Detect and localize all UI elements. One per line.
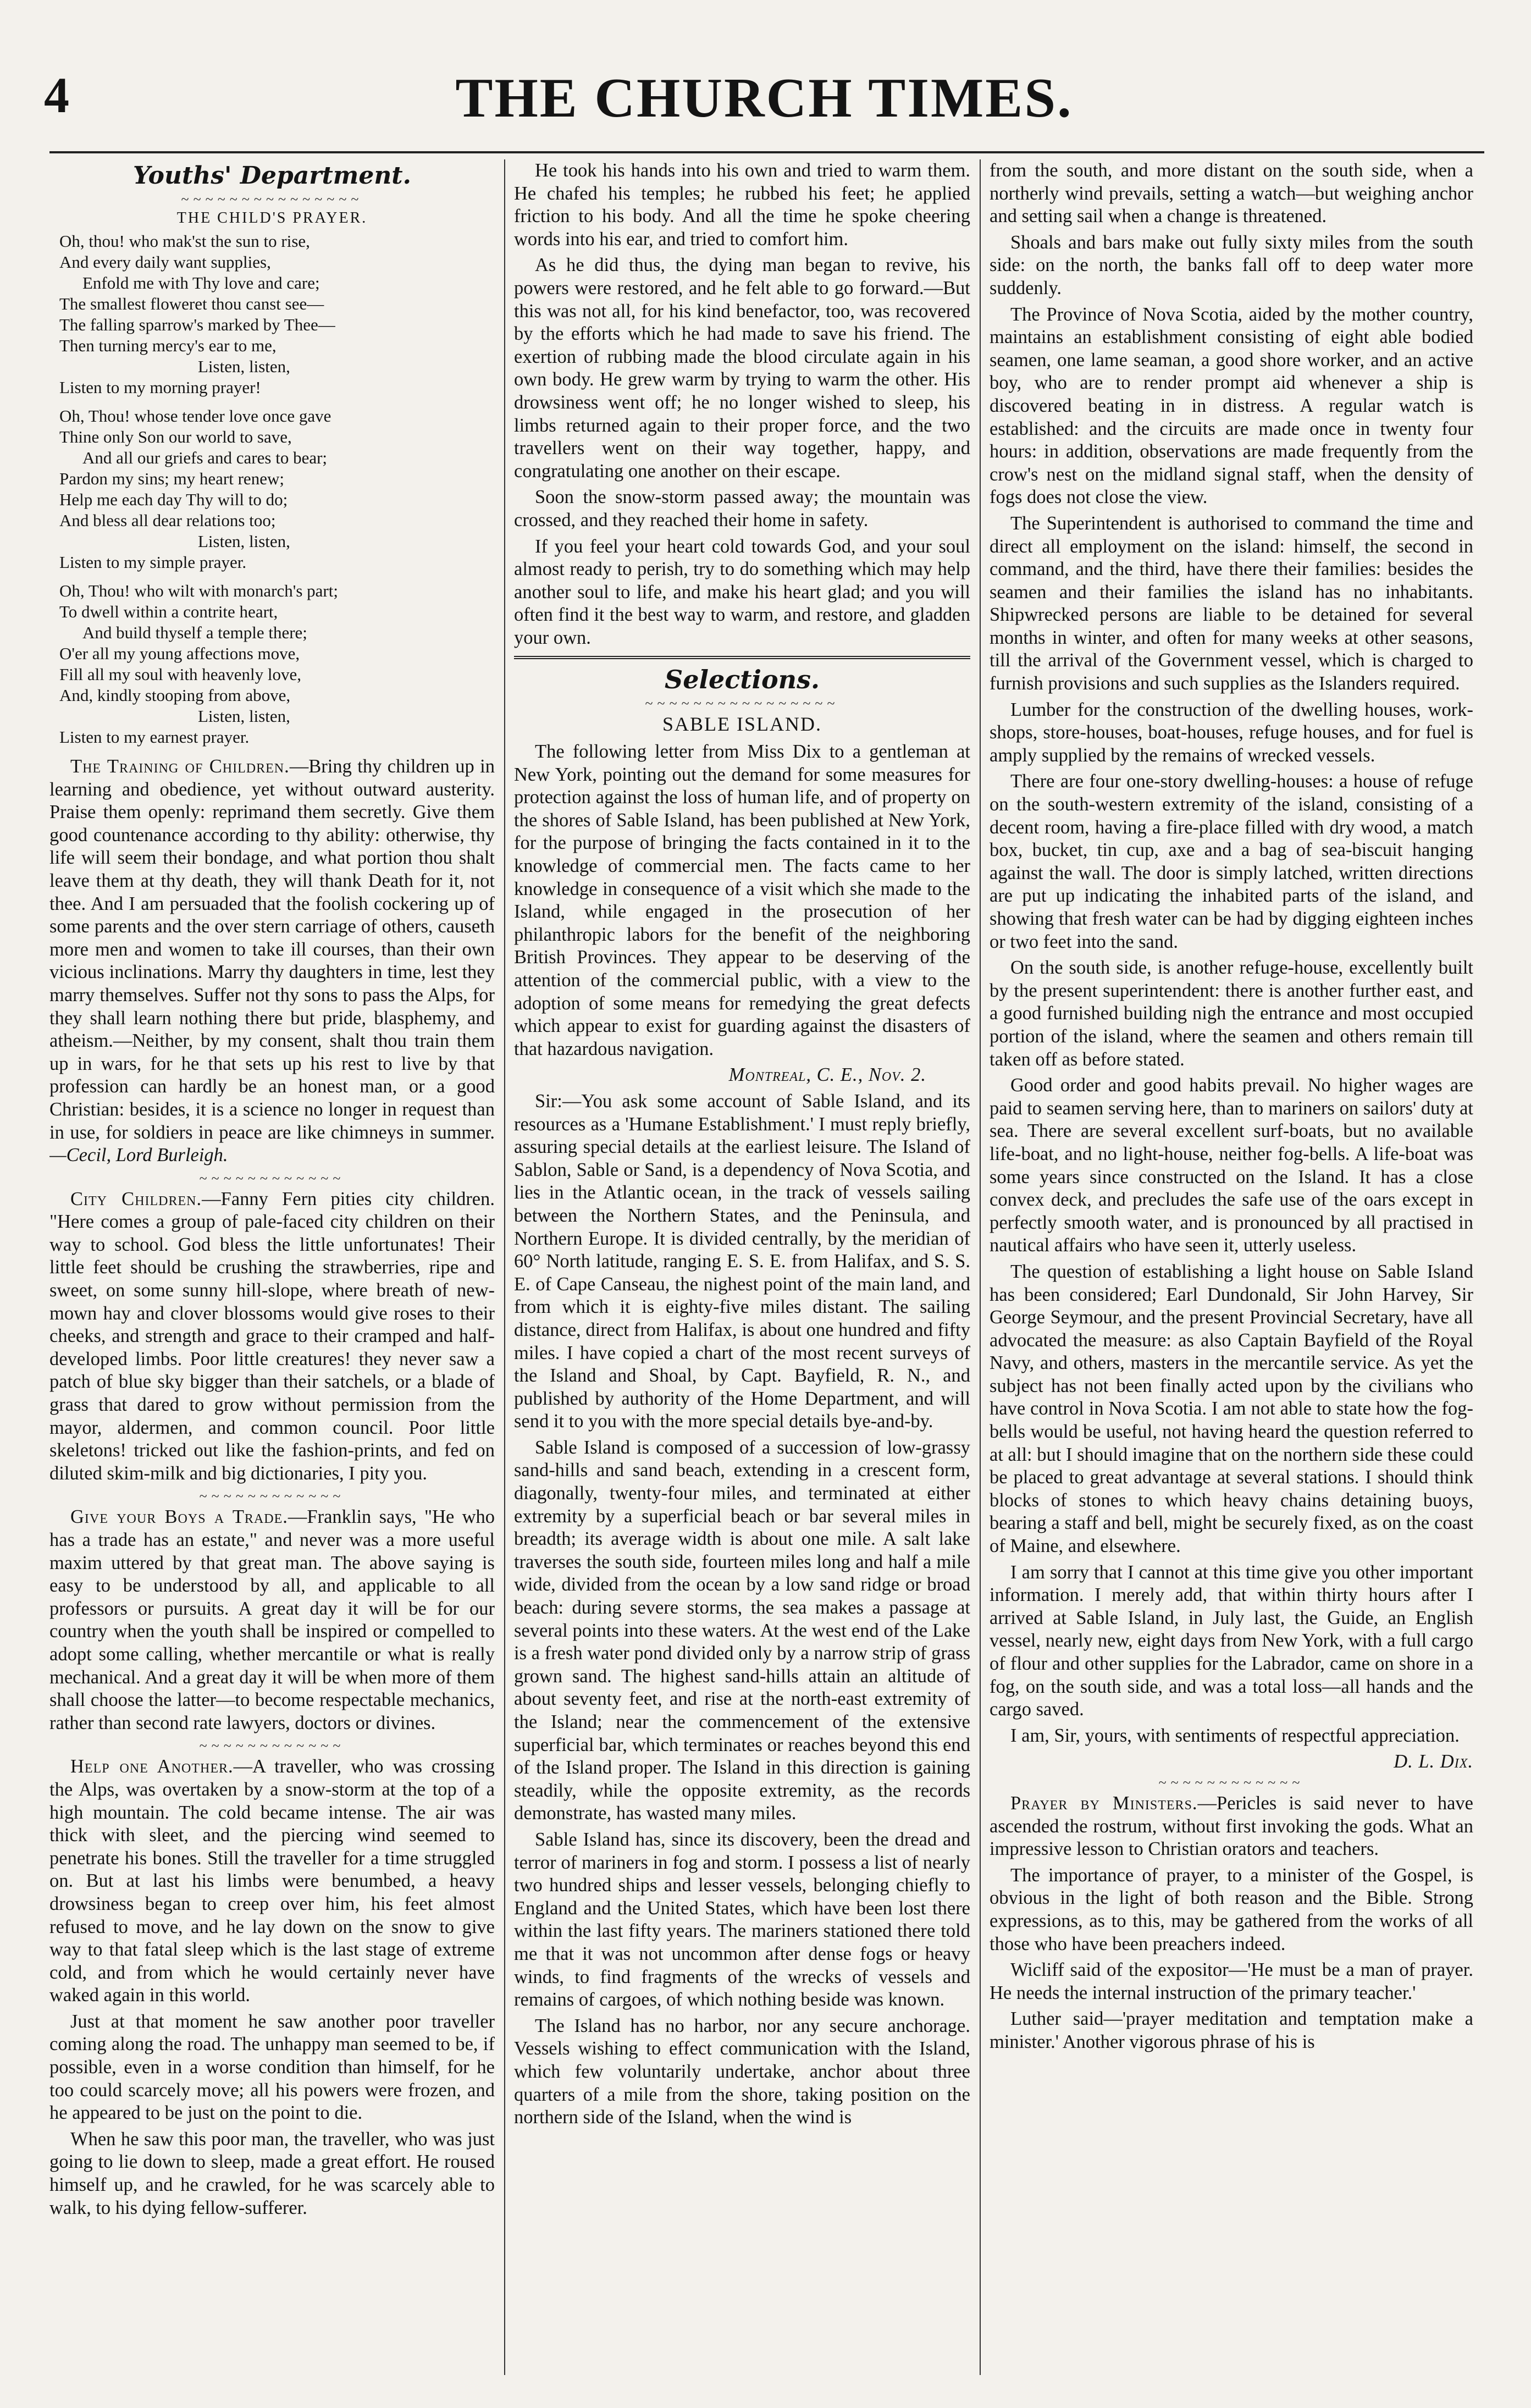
letter-paragraph: I am sorry that I cannot at this time give you other important information. I merely add, that within thirty hours after I arrived at Sable Island, in July last, the Guide, an English vessel, nearly new, eight days from New York, with a full cargo of flour and other supplies for the Labrador, came on shore in a fog, on the south side, and was a total loss—all hands and the cargo saved. bbox=[990, 1561, 1473, 1720]
article-help-one-another bbox=[49, 1755, 495, 2007]
poem-title: THE CHILD'S PRAYER. bbox=[176, 209, 368, 227]
poem-line: Oh, thou! who mak'st the sun to rise, bbox=[59, 231, 310, 251]
column-2 bbox=[514, 159, 970, 2375]
article-paragraph: When he saw this poor man, the traveller, who was just going to lie down to sleep, made a great effort. He roused himself up, and he crawled, for he was scarcely able to walk, to his dying fellow-sufferer. bbox=[49, 2128, 495, 2218]
letter-paragraph: Sable Island is composed of a succession of low-grassy sand-hills and sand beach, extending in a crescent form, diagonally, twenty-four miles, and terminated at either extremity by a superficial beach or bar several miles in breadth; its average width is about one mile. A salt lake traverses the south side, fourteen miles long and half a mile wide, divided from the ocean by a low sand ridge or broad beach: during severe storms, the sea makes a passage at several points into these waters. At the west end of the Lake is a fresh water pond divided only by a narrow strip of grass grown sand. The highest sand-hills attain an altitude of about seventy feet, and rise at the north-east extremity of the Island; near the commencement of the extensive superficial bar, which terminates or reaches beyond this end of the Island proper. The Island in this direction is gaining steadily, while the opposite extremity, as the records demonstrate, has wasted many miles. bbox=[514, 1437, 970, 1824]
poem-line: And, kindly stooping from above, bbox=[59, 686, 291, 705]
article-training-of-children bbox=[49, 755, 495, 1167]
poem-line: The smallest floweret thou canst see— bbox=[59, 294, 324, 313]
poem-stanza bbox=[49, 231, 495, 398]
poem-line: And every daily want supplies, bbox=[59, 252, 271, 272]
article-paragraph: If you feel your heart cold towards God, and your soul almost ready to perish, try to do something which may help another soul to life, and make his heart glad; and you will often find it the best way to warm, and restore, and gladden your own. bbox=[514, 535, 970, 648]
poem-line: And bless all dear relations too; bbox=[59, 511, 276, 530]
letter-paragraph: from the south, and more distant on the south side, when a northerly wind prevails, setting a watch—but weighing anchor and setting sail when a change is threatened. bbox=[990, 160, 1473, 227]
column-rule bbox=[504, 159, 505, 2375]
article-heading: The Training of Children. bbox=[70, 756, 290, 777]
article-body: —Franklin says, "He who has a trade has an estate," and never was a more useful maxim uttered by that great man. The above saying is easy to be understood by all, and applicable to all professors or pursuits. A great day it will be for our country when the youth shall be inspired or compelled to adopt some calling, whether mercantile or what is really mechanical. And a great day it will be when more of them shall choose the latter—to become respectable mechanics, rather than second rate lawyers, doctors or divines. bbox=[49, 1506, 495, 1733]
section-rule bbox=[514, 656, 970, 659]
ornament-divider: ~~~~~~~~~~~~~~~~ bbox=[645, 695, 839, 712]
article-paragraph: He took his hands into his own and tried to warm them. He chafed his temples; he rubbed his feet; he applied friction to his body. And all the time he spoke cheering words into his ear, and tried to comfort him. bbox=[514, 160, 970, 250]
poem-line: Thine only Son our world to save, bbox=[59, 427, 292, 446]
article-paragraph: Soon the snow-storm passed away; the mountain was crossed, and they reached their home in safety. bbox=[514, 487, 970, 531]
article-body: —A traveller, who was crossing the Alps, was overtaken by a snow-storm at the top of a high mountain. The cold became intense. The air was thick with sleet, and the piercing wind seemed to penetrate his bones. Still the traveller for a time struggled on. But at last his limbs were benumbed, a heavy drowsiness began to creep over him, his feet almost refused to move, and he lay down on the snow to give way to that fatal sleep which is the last stage of extreme cold, and from which he would certainly never have waked again in this world. bbox=[49, 1756, 495, 2006]
article-paragraph: Wicliff said of the expositor—'He must be a man of prayer. He needs the internal instruction of the primary teacher.' bbox=[990, 1959, 1473, 2003]
column-1 bbox=[49, 159, 495, 2375]
letter-paragraph: Sable Island has, since its discovery, been the dread and terror of mariners in fog and storm. I possess a list of nearly two hundred ships and lesser vessels, belonging chiefly to England and the United States, which have been lost there within the last fifty years. The mariners stationed there told me that it was not uncommon after dense fogs or heavy winds, to find fragments of the wrecks of vessels and remains of cargoes, of which nothing beside was known. bbox=[514, 1829, 970, 2011]
letter-closing: I am, Sir, yours, with sentiments of respectful appreciation. bbox=[1010, 1725, 1460, 1746]
article-prayer-by-ministers bbox=[990, 1792, 1473, 1861]
letter-paragraph: There are four one-story dwelling-houses: a house of refuge on the south-western extremity of the island, consisting of a decent room, having a fire-place filled with dry wood, a match box, bucket, tin cup, axe and a bag of sea-biscuit hanging against the wall. The door is simply latched, written directions are put up indicating the inhabited parts of the island, and showing that fresh water can be had by digging eighteen inches or two feet into the sand. bbox=[990, 771, 1473, 952]
poem-line: Listen to my morning prayer! bbox=[59, 378, 261, 397]
poem-line: Listen, listen, bbox=[198, 706, 290, 726]
article-paragraph: Luther said—'prayer meditation and temptation make a minister.' Another vigorous phrase of his is bbox=[990, 2008, 1473, 2052]
poem bbox=[49, 231, 495, 748]
letter-paragraph: Lumber for the construction of the dwelling houses, work-shops, store-houses, boat-houses, refuge houses, and for fuel is amply supplied by the remains of wrecked vessels. bbox=[990, 699, 1473, 766]
article-city-children bbox=[49, 1188, 495, 1485]
poem-line: Help me each day Thy will to do; bbox=[59, 490, 288, 509]
poem-line: Listen, listen, bbox=[198, 532, 290, 551]
letter-paragraph: Good order and good habits prevail. No higher wages are paid to seamen serving here, than to mariners on sailors' duty at sea. There are several excellent surf-boats, but no available life-boat, and no light-house, neither fog-bells. A life-boat was some years since constructed on the Island. It has a close convex deck, and precludes the safe use of the oars except in perfectly smooth water, and is pronounced by all practised in nautical affairs who have seen it, utterly useless. bbox=[990, 1075, 1473, 1256]
letter-paragraph: Shoals and bars make out fully sixty miles from the south side: on the north, the banks fall off to deep water more suddenly. bbox=[990, 231, 1473, 299]
article-heading: Prayer by Ministers. bbox=[1010, 1792, 1198, 1814]
letter-paragraph: The Island has no harbor, nor any secure anchorage. Vessels wishing to effect communication with the Island, which few voluntarily undertake, anchor about three quarters of a mile from the shore, taking position on the northern side of the Island, when the wind is bbox=[514, 2015, 970, 2128]
section-heading-selections: Selections. bbox=[665, 665, 820, 695]
poem-line: And all our griefs and cares to bear; bbox=[82, 448, 328, 467]
letter-dateline: Montreal, C. E., Nov. 2. bbox=[728, 1064, 926, 1086]
ornament-divider: ~~~~~~~~~~~~~~~ bbox=[181, 191, 363, 207]
section-heading-youths-department: Youths' Department. bbox=[133, 162, 411, 190]
poem-line: And build thyself a temple there; bbox=[82, 623, 307, 642]
letter-paragraph: The Province of Nova Scotia, aided by the mother country, maintains an establishment consisting of eight able bodied seamen, one lame seaman, a good shore worker, and an active boy, who are to render prompt aid whenever a ship is discovered beating in in distress. A regular watch is established: and the circuits are made once in twenty four hours: in addition, observations are made frequently from the crow's nest on the midland signal staff, when the density of fogs does not close the view. bbox=[990, 303, 1473, 508]
letter-paragraph: Sir:—You ask some account of Sable Island, and its resources as a 'Humane Establishment.' I must reply briefly, assuring special details at the earliest leisure. The Island of Sablon, Sable or Sand, is a dependency of Nova Scotia, and lies in the Atlantic ocean, in the track of vessels sailing between the Northern States, and the Peninsula, and Northern Europe. It is divided centrally, by the meridian of 60° North latitude, ranging E. S. E. from Halifax, and S. S. E. of Cape Canseau, the nighest point of the main land, and from which it is eighty-five miles distant. The sailing distance, direct from Halifax, is about one hundred and fifty miles. I have copied a chart of the most recent surveys of the Island and Shoal, by Capt. Bayfield, R. N., and published by authority of the Home Department, and will send it to you with the more special details bye-and-by. bbox=[514, 1090, 970, 1432]
letter-signature: D. L. Dix. bbox=[1394, 1751, 1473, 1772]
article-heading: Give your Boys a Trade. bbox=[70, 1506, 288, 1528]
article-paragraph: The importance of prayer, to a minister of the Gospel, is obvious in the light of both reason and the Bible. Strong expressions, as to this, may be gathered from the works of all those who have been preachers indeed. bbox=[990, 1864, 1473, 1954]
poem-stanza bbox=[49, 581, 495, 748]
column-rule bbox=[980, 159, 981, 2375]
article-attribution: —Cecil, Lord Burleigh. bbox=[49, 1145, 228, 1166]
article-heading: City Children. bbox=[70, 1188, 202, 1209]
poem-line: Oh, Thou! who wilt with monarch's part; bbox=[59, 581, 338, 600]
poem-stanza bbox=[49, 406, 495, 573]
ornament-divider: ~~~~~~~~~~~~ bbox=[199, 1488, 345, 1505]
article-heading: Help one Another. bbox=[70, 1756, 234, 1777]
ornament-divider: ~~~~~~~~~~~~ bbox=[199, 1170, 345, 1186]
poem-line: O'er all my young affections move, bbox=[59, 644, 300, 663]
poem-line: The falling sparrow's marked by Thee— bbox=[59, 315, 335, 334]
ornament-divider: ~~~~~~~~~~~~ bbox=[1158, 1774, 1305, 1791]
newspaper-title: THE CHURCH TIMES. bbox=[455, 67, 1073, 129]
poem-line: Listen to my simple prayer. bbox=[59, 553, 247, 572]
article-body: —Fanny Fern pities city children. "Here comes a group of pale-faced city children on their way to school. God bless the little unfortunates! Their little feet should be crushing the strawberries, ripe and sweet, on some sunny hill-slope, where breath of new-mown hay and clover blossoms would give roses to their cheeks, and strength and grace to their cramped and half-developed limbs. Poor little creatures! they never saw a patch of blue sky bigger than their satchels, or a blade of grass that dared to grow without permission from the mayor, aldermen, and common council. Poor little skeletons! tricked out like the fashion-prints, and fed on diluted skim-milk and big dictionaries, I pity you. bbox=[49, 1188, 495, 1484]
article-paragraph: Just at that moment he saw another poor traveller coming along the road. The unhappy man seemed to be, if possible, even in a worse condition than himself, for he too could scarcely move; all his powers were frozen, and he appeared to be just on the point to die. bbox=[49, 2011, 495, 2124]
poem-line: Oh, Thou! whose tender love once gave bbox=[59, 406, 331, 426]
ornament-divider: ~~~~~~~~~~~~ bbox=[199, 1738, 345, 1754]
poem-line: Listen to my earnest prayer. bbox=[59, 727, 250, 747]
article-title-sable-island: SABLE ISLAND. bbox=[662, 713, 822, 736]
poem-line: Then turning mercy's ear to me, bbox=[59, 336, 277, 355]
article-give-your-boys-a-trade bbox=[49, 1506, 495, 1735]
masthead bbox=[44, 66, 1484, 143]
article-body: —Bring thy children up in learning and obedience, yet without outward austerity. Praise them openly: reprimand them secretly. Give them good countenance according to thy ability: otherwise, thy life will seem their bondage, and what portion thou shalt leave them at thy death, they will thank Death for it, not thee. And I am persuaded that the foolish cockering up of some parents and the over stern carriage of others, causeth more men and women to take ill courses, than their own vicious inclinations. Marry thy daughters in time, lest they marry themselves. Suffer not thy sons to pass the Alps, for they shall learn nothing there but pride, blasphemy, and atheism.—Neither, by my consent, shalt thou train them up in wars, for he that sets up his rest to live by that profession can hardly be an honest man, or a good Christian: besides, it is a science no longer in request than in use, for soldiers in peace are like chimneys in summer. bbox=[49, 756, 495, 1143]
page-number: 4 bbox=[44, 67, 70, 123]
column-3 bbox=[990, 159, 1473, 2375]
article-body: —Pericles is said never to have ascended the rostrum, without first invoking the gods. What an impressive lesson to Christian orators and teachers. bbox=[990, 1792, 1473, 1860]
letter-paragraph: The question of establishing a light house on Sable Island has been considered; Earl Dundonald, Sir John Harvey, Sir George Seymour, and the present Provincial Secretary, have all advocated the measure: as also Captain Bayfield of the Royal Navy, and others, masters in the mercantile service. As yet the subject has not been finally acted upon by the civilians who have control in Nova Scotia. I am not able to state how the fog-bells would be useful, not having heard the question referred to at all: but I should imagine that on the northern side these could be placed to great advantage at several stations. I should think blocks of stones to which heavy chains detaining buoys, bearing a staff and bell, might be securely fixed, as on the coast of Maine, and elsewhere. bbox=[990, 1261, 1473, 1557]
poem-line: Listen, listen, bbox=[198, 357, 290, 376]
letter-paragraph: The Superintendent is authorised to command the time and direct all employment on the island: himself, the second in command, and the third, have there their families: besides the seamen and their families the island has no inhabitants. Shipwrecked persons are liable to be detained for several months in winter, and often for many weeks at other seasons, till the arrival of the Government vessel, which is charged to furnish provisions and such supplies as the Islanders required. bbox=[990, 512, 1473, 694]
header-rule bbox=[49, 151, 1484, 153]
poem-line: Fill all my soul with heavenly love, bbox=[59, 665, 301, 684]
poem-line: Pardon my sins; my heart renew; bbox=[59, 469, 284, 488]
poem-line: Enfold me with Thy love and care; bbox=[82, 273, 320, 292]
letter-paragraph: On the south side, is another refuge-house, excellently built by the present superintendent: there is another further east, and a good furnished building nigh the entrance and most occupied portion of the island, where the seamen and others remain till taken off as before stated. bbox=[990, 957, 1473, 1070]
article-intro: The following letter from Miss Dix to a gentleman at New York, pointing out the demand for some measures for protection against the loss of human life, and of property on the shores of Sable Island, has been published at New York, for the purpose of bringing the facts contained in it to the knowledge of commercial men. The facts came to her knowledge in consequence of a visit which she made to the Island, while engaged in the prosecution of her philanthropic labors for the benefit of the neighboring British Provinces. They appear to be deserving of the attention of the commercial public, with a view to the adoption of some means for remedying the great defects which appear to exist for guarding against the disasters of that hazardous navigation. bbox=[514, 741, 970, 1059]
article-paragraph: As he did thus, the dying man began to revive, his powers were restored, and he felt able to go forward.—But this was not all, for his kind benefactor, too, was recovered by the efforts which he had made to save his friend. The exertion of rubbing made the blood circulate again in his own body. He grew warm by trying to warm the other. His drowsiness went off; he no longer wished to sleep, his limbs returned again to their proper force, and the two travellers went on their way together, happy, and congratulating one another on their escape. bbox=[514, 255, 970, 482]
poem-line: To dwell within a contrite heart, bbox=[59, 602, 278, 621]
